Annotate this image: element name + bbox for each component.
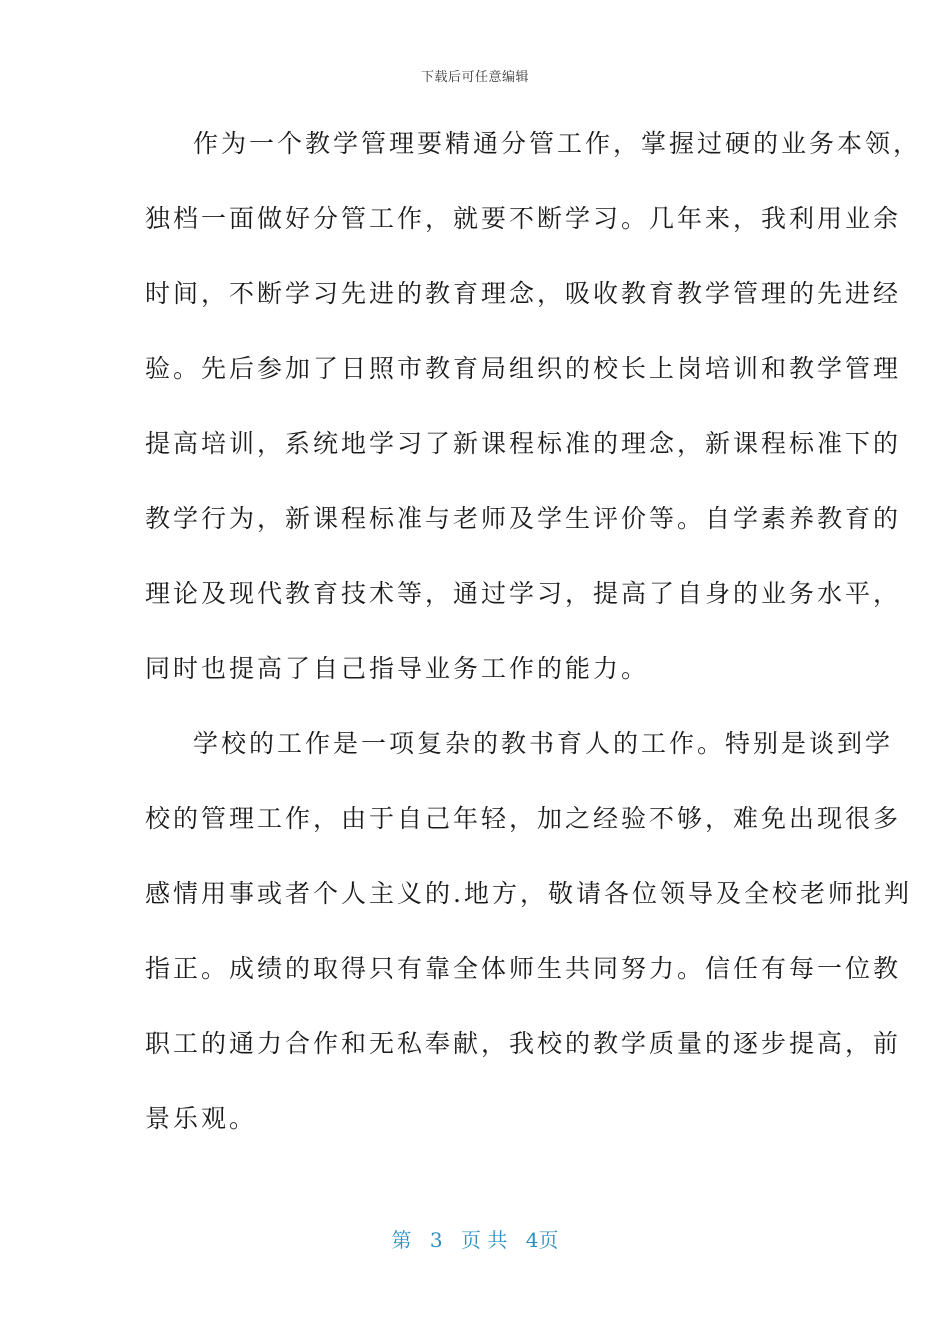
document-body bbox=[145, 118, 922, 1168]
total-pages: 4页 bbox=[525, 1228, 559, 1252]
text-line: 感情用事或者个人主义的.地方，敬请各位领导及全校老师批判 bbox=[145, 879, 912, 908]
text-line: 教学行为，新课程标准与老师及学生评价等。自学素养教育的 bbox=[145, 504, 902, 533]
page-footer bbox=[0, 1224, 950, 1253]
text-line: 理论及现代教育技术等，通过学习，提高了自身的业务水平， bbox=[145, 579, 902, 608]
text-line: 同时也提高了自己指导业务工作的能力。 bbox=[145, 654, 650, 683]
text-line: 指正。成绩的取得只有靠全体师生共同努力。信任有每一位教 bbox=[145, 954, 902, 983]
text-line: 提高培训，系统地学习了新课程标准的理念，新课程标准下的 bbox=[145, 429, 902, 458]
page-number: 3 bbox=[429, 1228, 443, 1252]
paragraph-1 bbox=[145, 118, 922, 718]
paragraph-2 bbox=[145, 718, 912, 1168]
text-line: 验。先后参加了日照市教育局组织的校长上岗培训和教学管理 bbox=[145, 354, 902, 383]
text-line: 景乐观。 bbox=[145, 1104, 258, 1133]
text-line: 作为一个教学管理要精通分管工作，掌握过硬的业务本领， bbox=[193, 129, 922, 158]
text-line: 学校的工作是一项复杂的教书育人的工作。特别是谈到学 bbox=[193, 729, 894, 758]
text-line: 独档一面做好分管工作，就要不断学习。几年来，我利用业余 bbox=[145, 204, 902, 233]
text-line: 校的管理工作，由于自己年轻，加之经验不够，难免出现很多 bbox=[145, 804, 902, 833]
page-label-prefix: 第 bbox=[391, 1228, 412, 1252]
page-label-mid: 页 共 bbox=[461, 1228, 508, 1252]
page-header: 下载后可任意编辑 bbox=[420, 70, 529, 85]
text-line: 职工的通力合作和无私奉献，我校的教学质量的逐步提高，前 bbox=[145, 1029, 902, 1058]
text-line: 时间，不断学习先进的教育理念，吸收教育教学管理的先进经 bbox=[145, 279, 902, 308]
